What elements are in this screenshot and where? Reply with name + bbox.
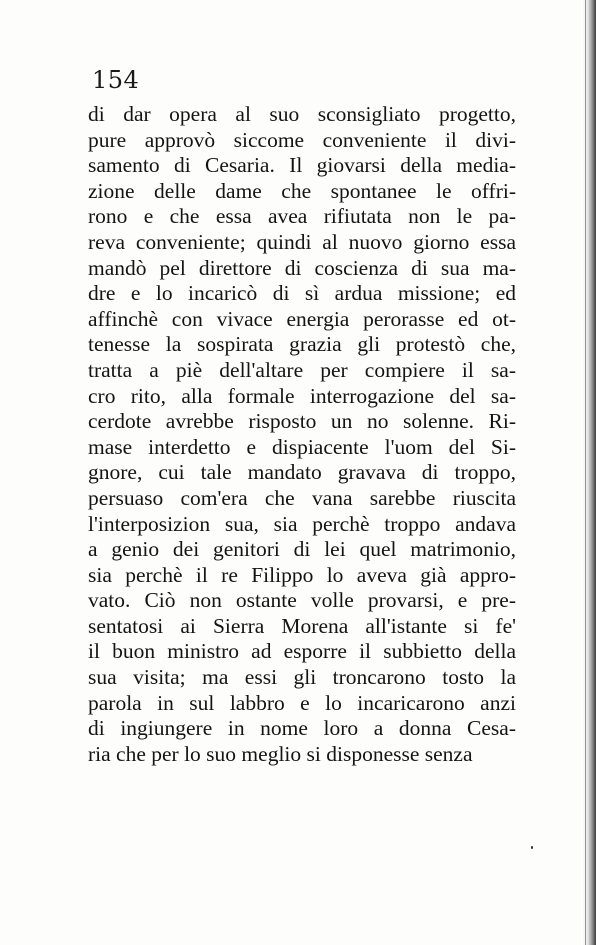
- text-line: tenesse la sospirata grazia gli protestò che,: [88, 332, 516, 357]
- text-line: zione delle dame che spontanee le offri-: [88, 178, 516, 203]
- text-line: mandò pel direttore di coscienza di sua ma-: [88, 255, 516, 280]
- page-edge-line: [585, 0, 586, 945]
- text-line: vato. Ciò non ostante volle provarsi, e pre-: [88, 588, 516, 613]
- paper-speck: [531, 846, 533, 849]
- text-line: affinchè con vivace energia perorasse ed ot-: [88, 306, 516, 331]
- text-line: di ingiungere in nome loro a donna Cesa-: [88, 716, 516, 741]
- page-number: 154: [92, 66, 140, 94]
- text-line: samento di Cesaria. Il giovarsi della media-: [88, 153, 516, 178]
- text-line: ria che per lo suo meglio si disponesse senza: [88, 741, 473, 766]
- text-line: sentatosi ai Sierra Morena all'istante si fe': [88, 613, 516, 638]
- text-line: il buon ministro ad esporre il subbietto della: [88, 639, 516, 664]
- text-line: sua visita; ma essi gli troncarono tosto la: [88, 665, 516, 690]
- body-text: [88, 102, 516, 767]
- text-line: reva conveniente; quindi al nuovo giorno essa: [88, 229, 516, 254]
- text-line: di dar opera al suo sconsigliato progetto,: [88, 102, 516, 126]
- text-line: a genio dei genitori di lei quel matrimonio,: [88, 537, 516, 562]
- text-line: dre e lo incaricò di sì ardua missione; ed: [88, 281, 516, 306]
- text-line: mase interdetto e dispiacente l'uom del Si-: [88, 434, 516, 459]
- text-line: parola in sul labbro e lo incaricarono anzi: [88, 690, 516, 715]
- text-line: gnore, cui tale mandato gravava di troppo,: [88, 460, 516, 485]
- text-line: persuaso com'era che vana sarebbe riuscita: [88, 485, 516, 510]
- text-line: cerdote avrebbe risposto un no solenne. Ri-: [88, 409, 516, 434]
- text-line: pure approvò siccome conveniente il divi-: [88, 127, 516, 152]
- text-line: rono e che essa avea rifiutata non le pa-: [88, 204, 516, 229]
- text-line: cro rito, alla formale interrogazione del sa-: [88, 383, 516, 408]
- text-line: tratta a piè dell'altare per compiere il sa-: [88, 357, 516, 382]
- text-line: sia perchè il re Filippo lo aveva già appro-: [88, 562, 516, 587]
- text-line: l'interposizion sua, sia perchè troppo andava: [88, 511, 516, 536]
